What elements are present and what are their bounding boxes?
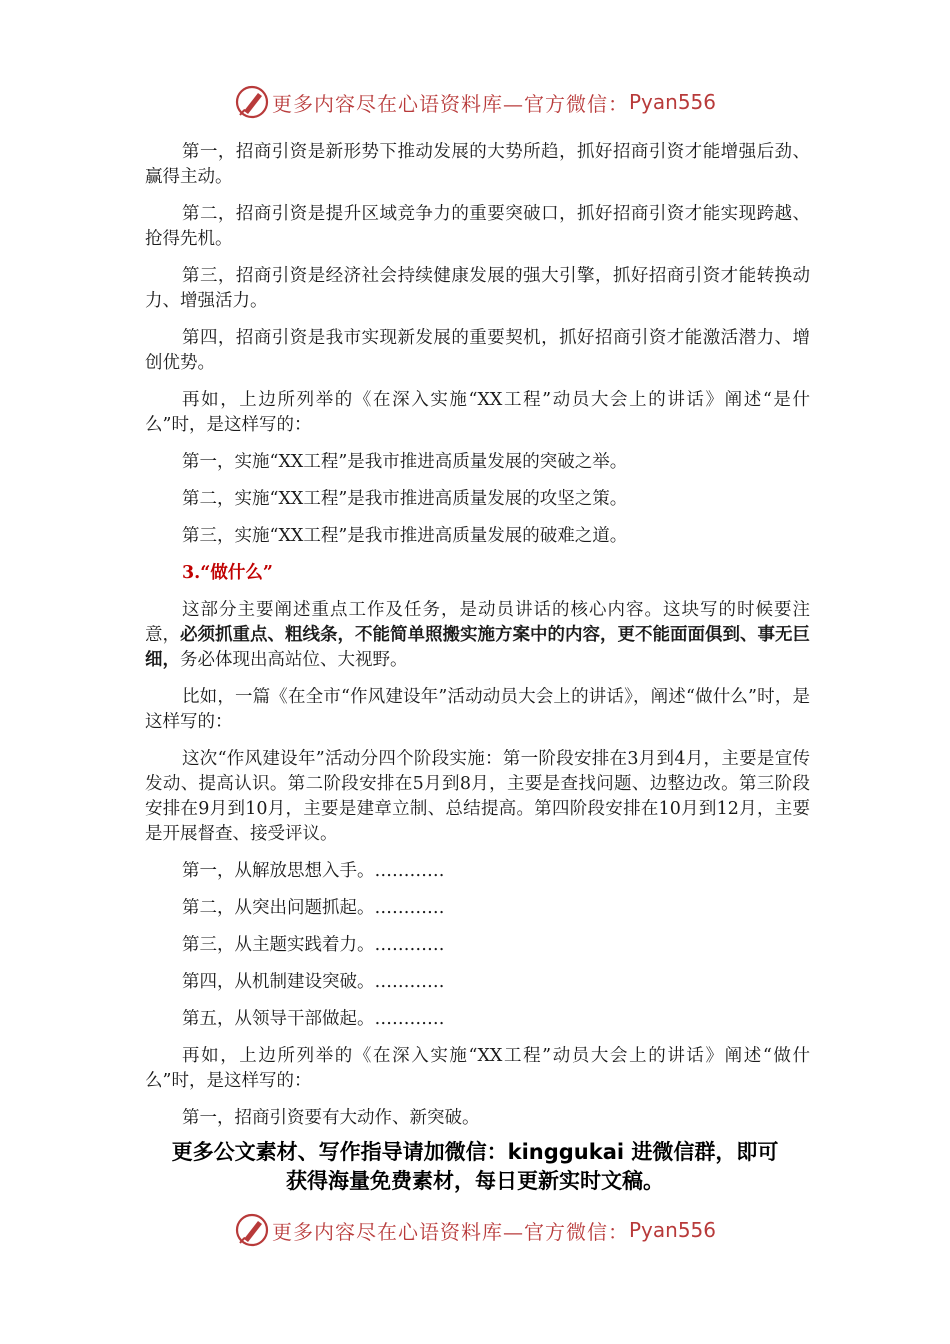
footer-text: 更多内容尽在心语资料库—官方微信： bbox=[271, 1219, 629, 1244]
paragraph: 第三，从主题实践着力。………… bbox=[182, 935, 445, 955]
paragraph-text: 这部分主要阐述重点工作及任务，是动员讲话的核心内容。这块写的时候要注意， bbox=[145, 600, 810, 645]
paragraph: 第一，从解放思想入手。………… bbox=[182, 861, 445, 881]
paragraph: 这次“作风建设年”活动分四个阶段实施：第一阶段安排在3月到4月，主要是宣传发动、提高认识。第二阶段安排在5月到8月，主要是查找问题、边整边改。第三阶段安排在9月到10月，主要是建章立制、总结提高。第四阶段安排在10月到12月，主要是开展督查、接受评议。 bbox=[145, 749, 810, 844]
promo-line: 获得海量免费素材，每日更新实时文稿。 bbox=[286, 1169, 664, 1193]
paragraph: 比如，一篇《在全市“作风建设年”活动动员大会上的讲话》，阐述“做什么”时，是这样写的： bbox=[145, 687, 810, 732]
paragraph-emphasis: 必须抓重点、粗线条，不能简单照搬实施方案中的内容，更不能面面俱到、事无巨细， bbox=[145, 625, 810, 670]
paragraph: 第一，招商引资是新形势下推动发展的大势所趋，抓好招商引资才能增强后劲、赢得主动。 bbox=[145, 142, 810, 187]
paragraph: 再如，上边所列举的《在深入实施“XX工程”动员大会上的讲话》阐述“是什么”时，是这样写的： bbox=[145, 390, 810, 435]
section-heading: 3.“做什么” bbox=[182, 563, 273, 583]
promo-line: 更多公文素材、写作指导请加微信：kinggukai 进微信群，即可 bbox=[171, 1140, 779, 1164]
paragraph: 第三，实施“XX工程”是我市推进高质量发展的破难之道。 bbox=[182, 526, 628, 546]
paragraph bbox=[145, 598, 810, 673]
footer-banner bbox=[0, 1210, 950, 1250]
paragraph: 第二，招商引资是提升区域竞争力的重要突破口，抓好招商引资才能实现跨越、抢得先机。 bbox=[145, 204, 810, 249]
document-body bbox=[145, 140, 810, 1143]
paragraph: 第四，从机制建设突破。………… bbox=[182, 972, 445, 992]
paragraph-text: 务必体现出高站位、大视野。 bbox=[180, 650, 408, 670]
paragraph: 第一，实施“XX工程”是我市推进高质量发展的突破之举。 bbox=[182, 452, 628, 472]
header-text: 更多内容尽在心语资料库—官方微信： bbox=[271, 91, 629, 116]
header-wechat-id: Pyan556 bbox=[628, 90, 716, 114]
paragraph: 第二，实施“XX工程”是我市推进高质量发展的攻坚之策。 bbox=[182, 489, 628, 509]
pen-logo-icon bbox=[234, 1212, 270, 1248]
paragraph: 第三，招商引资是经济社会持续健康发展的强大引擎，抓好招商引资才能转换动力、增强活力。 bbox=[145, 266, 810, 311]
paragraph: 再如，上边所列举的《在深入实施“XX工程”动员大会上的讲话》阐述“做什么”时，是这样写的： bbox=[145, 1046, 810, 1091]
header-banner bbox=[0, 82, 950, 122]
footer-wechat-id: Pyan556 bbox=[628, 1218, 716, 1242]
promo-notice bbox=[100, 1138, 850, 1196]
paragraph: 第五，从领导干部做起。………… bbox=[182, 1009, 445, 1029]
paragraph: 第一，招商引资要有大动作、新突破。 bbox=[182, 1108, 480, 1128]
pen-logo-icon bbox=[234, 84, 270, 120]
paragraph: 第二，从突出问题抓起。………… bbox=[182, 898, 445, 918]
paragraph: 第四，招商引资是我市实现新发展的重要契机，抓好招商引资才能激活潜力、增创优势。 bbox=[145, 328, 810, 373]
